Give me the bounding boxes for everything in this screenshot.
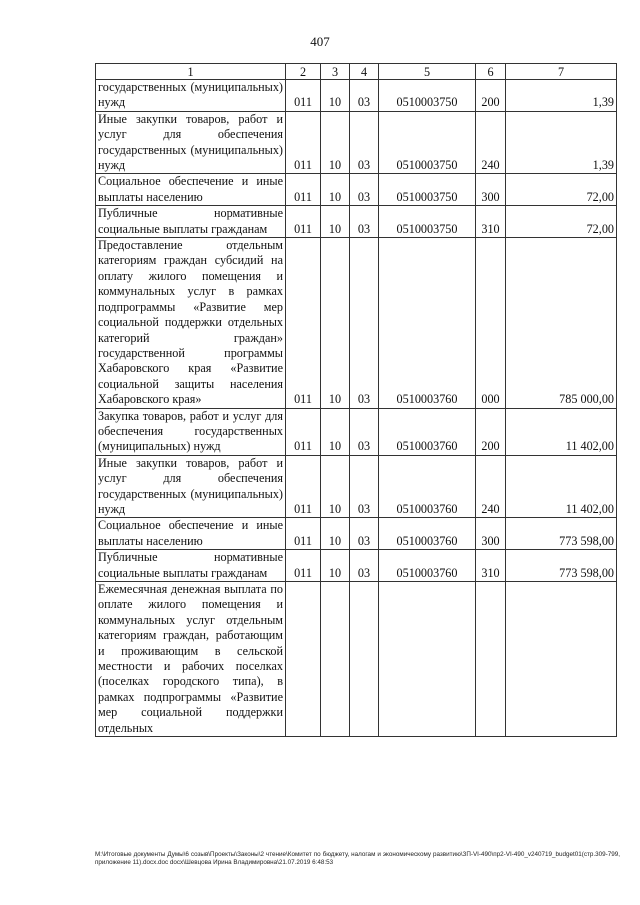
cell-col4: 03	[350, 550, 379, 582]
cell-code: 0510003760	[379, 408, 476, 455]
cell-col3: 10	[321, 238, 350, 408]
cell-col2: 011	[286, 238, 321, 408]
row-name: Ежемесячная денежная выплата по оплате жилого помещения и коммунальных услуг отдельным категориям граждан, работающим и проживающим в сельской местности и рабочих поселках (поселках городского типа), в рамках подпрограммы «Развитие мер социальной поддержки отдельных	[96, 582, 286, 737]
col-header: 3	[321, 64, 350, 80]
col-header: 4	[350, 64, 379, 80]
cell-code: 0510003760	[379, 518, 476, 550]
cell-amount: 1,39	[506, 111, 617, 174]
cell-col3	[321, 582, 350, 737]
row-name: Иные закупки товаров, работ и услуг для обеспечения государственных (муниципальных) нужд	[96, 111, 286, 174]
cell-col6: 300	[476, 518, 506, 550]
table-row	[96, 206, 617, 238]
cell-col2: 011	[286, 408, 321, 455]
cell-code	[379, 582, 476, 737]
table-row	[96, 408, 617, 455]
row-name: государственных (муниципальных) нужд	[96, 80, 286, 112]
budget-table	[95, 63, 617, 737]
col-header: 6	[476, 64, 506, 80]
cell-col4: 03	[350, 206, 379, 238]
header-row	[96, 64, 617, 80]
row-name: Социальное обеспечение и иные выплаты населению	[96, 174, 286, 206]
row-name: Публичные нормативные социальные выплаты гражданам	[96, 206, 286, 238]
cell-col3: 10	[321, 174, 350, 206]
col-header: 5	[379, 64, 476, 80]
cell-amount: 785 000,00	[506, 238, 617, 408]
table-row	[96, 550, 617, 582]
cell-amount: 773 598,00	[506, 550, 617, 582]
cell-col6: 310	[476, 206, 506, 238]
cell-col6: 310	[476, 550, 506, 582]
cell-col2: 011	[286, 174, 321, 206]
col-header: 2	[286, 64, 321, 80]
cell-col3: 10	[321, 80, 350, 112]
row-name: Предоставление отдельным категориям граждан субсидий на оплату жилого помещения и коммунальных услуг в рамках подпрограммы «Развитие мер социальной поддержки отдельных категорий граждан» государственной программы Хабаровского края «Развитие социальной защиты населения Хабаровского края»	[96, 238, 286, 408]
table-row	[96, 238, 617, 408]
cell-amount: 72,00	[506, 206, 617, 238]
row-name: Иные закупки товаров, работ и услуг для обеспечения государственных (муниципальных) нужд	[96, 455, 286, 518]
cell-amount: 773 598,00	[506, 518, 617, 550]
cell-col4: 03	[350, 408, 379, 455]
table-row	[96, 582, 617, 737]
cell-col2: 011	[286, 455, 321, 518]
cell-col2: 011	[286, 518, 321, 550]
cell-amount: 72,00	[506, 174, 617, 206]
cell-col2: 011	[286, 80, 321, 112]
table-row	[96, 111, 617, 174]
cell-code: 0510003760	[379, 550, 476, 582]
cell-col6: 000	[476, 238, 506, 408]
table-row	[96, 174, 617, 206]
cell-col3: 10	[321, 518, 350, 550]
row-name: Социальное обеспечение и иные выплаты населению	[96, 518, 286, 550]
row-name: Публичные нормативные социальные выплаты гражданам	[96, 550, 286, 582]
cell-amount	[506, 582, 617, 737]
cell-col6	[476, 582, 506, 737]
cell-col6: 240	[476, 111, 506, 174]
cell-col4: 03	[350, 80, 379, 112]
cell-col4: 03	[350, 174, 379, 206]
cell-amount: 11 402,00	[506, 455, 617, 518]
cell-code: 0510003750	[379, 111, 476, 174]
cell-col3: 10	[321, 550, 350, 582]
cell-col6: 200	[476, 408, 506, 455]
table-row	[96, 80, 617, 112]
table-row	[96, 518, 617, 550]
row-name: Закупка товаров, работ и услуг для обеспечения государственных (муниципальных) нужд	[96, 408, 286, 455]
cell-col6: 300	[476, 174, 506, 206]
cell-col3: 10	[321, 455, 350, 518]
cell-col2: 011	[286, 550, 321, 582]
cell-col2	[286, 582, 321, 737]
cell-col6: 240	[476, 455, 506, 518]
cell-col6: 200	[476, 80, 506, 112]
cell-col3: 10	[321, 408, 350, 455]
cell-col2: 011	[286, 111, 321, 174]
col-header: 1	[96, 64, 286, 80]
page-number: 407	[310, 34, 330, 49]
cell-col4	[350, 582, 379, 737]
cell-col4: 03	[350, 111, 379, 174]
cell-col2: 011	[286, 206, 321, 238]
cell-col4: 03	[350, 455, 379, 518]
cell-col4: 03	[350, 238, 379, 408]
cell-amount: 11 402,00	[506, 408, 617, 455]
col-header: 7	[506, 64, 617, 80]
cell-code: 0510003760	[379, 238, 476, 408]
cell-code: 0510003760	[379, 455, 476, 518]
cell-col3: 10	[321, 111, 350, 174]
table-row	[96, 455, 617, 518]
cell-amount: 1,39	[506, 80, 617, 112]
cell-code: 0510003750	[379, 80, 476, 112]
cell-code: 0510003750	[379, 206, 476, 238]
cell-col4: 03	[350, 518, 379, 550]
cell-code: 0510003750	[379, 174, 476, 206]
cell-col3: 10	[321, 206, 350, 238]
file-path-footer: M:\Итоговые документы Думы\6 созыв\Проекты\Законы\2 чтение\Комитет по бюджету, налогам и экономическому развитию\ЗП-VI-490\пр2-VI-490_v240719_budget01(стр.309-799, приложение 11).docx.doc docx\Шевцова Ирина Владимировна\21.07.2019 6:48:53	[95, 851, 620, 866]
